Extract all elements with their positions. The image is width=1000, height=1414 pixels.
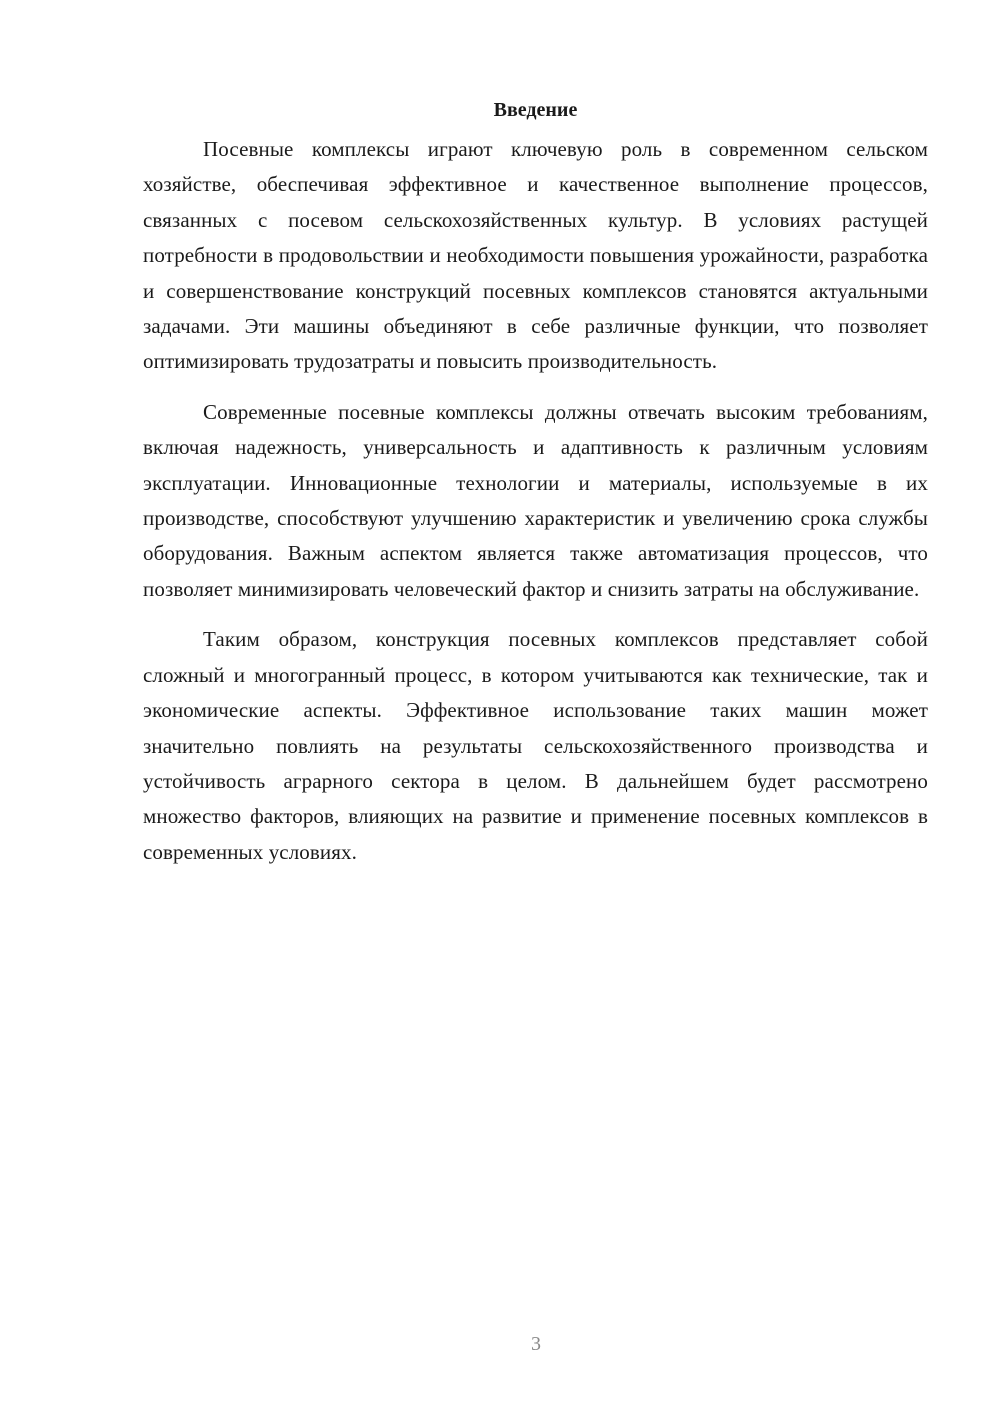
paragraph-1: Посевные комплексы играют ключевую роль в современном сельском хозяйстве, обеспечивая эффективное и качественное выполнение процессов, связанных с посевом сельскохозяйственных культур. В условиях растущей потребности в продовольствии и необходимости повышения урожайности, разработка и совершенствование конструкций посевных комплексов становятся актуальными задачами. Эти машины объединяют в себе различные функции, что позволяет оптимизировать трудозатраты и повысить производительность.	[143, 137, 928, 374]
page-content	[143, 93, 928, 885]
page-number: 3	[531, 1333, 541, 1355]
section-heading: Введение	[493, 99, 578, 121]
paragraph-3: Таким образом, конструкция посевных комплексов представляет собой сложный и многогранный процесс, в котором учитываются как технические, так и экономические аспекты. Эффективное использование таких машин может значительно повлиять на результаты сельскохозяйственного производства и устойчивость аграрного сектора в целом. В дальнейшем будет рассмотрено множество факторов, влияющих на развитие и применение посевных комплексов в современных условиях.	[143, 627, 928, 864]
paragraph-2: Современные посевные комплексы должны отвечать высоким требованиям, включая надежность, универсальность и адаптивность к различным условиям эксплуатации. Инновационные технологии и материалы, используемые в их производстве, способствуют улучшению характеристик и увеличению срока службы оборудования. Важным аспектом является также автоматизация процессов, что позволяет минимизировать человеческий фактор и снизить затраты на обслуживание.	[143, 399, 928, 601]
